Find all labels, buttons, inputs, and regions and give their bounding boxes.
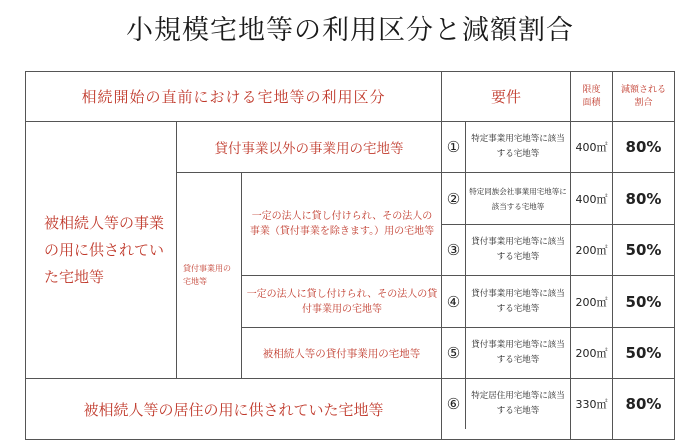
row-area: 200㎡: [575, 244, 608, 257]
row-number: ④: [446, 292, 461, 311]
group-heir-lending: 被相続人等の貸付事業用の宅地等: [262, 347, 421, 360]
row-rate: 80%: [625, 189, 662, 208]
group-corp-lending: 一定の法人に貸し付けられ、その法人の事業（貸付事業を除きます。）用の宅地等: [249, 211, 435, 237]
row-area: 400㎡: [575, 192, 608, 206]
row-rate: 50%: [625, 344, 662, 362]
row-area: 330㎡: [575, 398, 608, 411]
row-number: ③: [446, 241, 461, 259]
row-area: 400㎡: [575, 141, 608, 154]
row-area: 200㎡: [575, 295, 608, 309]
header-category: 相続開始の直前における宅地等の利用区分: [81, 88, 386, 106]
page-title: 小規模宅地等の利用区分と減額割合: [126, 15, 574, 46]
group-business-use: 被相続人等の事業の用に供されていた宅地等: [44, 213, 165, 286]
row-area: 200㎡: [575, 347, 608, 360]
header-limit-area: [571, 72, 612, 121]
header-limit-line1: 限度: [582, 84, 601, 95]
table-border-right: [674, 71, 675, 440]
group-residence: 被相続人等の居住の用に供されていた宅地等: [83, 400, 384, 419]
header-limit-line2: 面積: [582, 97, 601, 108]
header-rate-line2: 割合: [634, 97, 653, 108]
row-number: ⑥: [446, 395, 461, 413]
row-requirement: 特定事業用宅地等に該当する宅地等: [471, 134, 565, 159]
row-requirement: 特定同族会社事業用宅地等に該当する宅地等: [469, 186, 567, 211]
group-non-lending: 貸付事業以外の事業用の宅地等: [214, 141, 404, 157]
row-requirement: 貸付事業用宅地等に該当する宅地等: [471, 288, 565, 314]
row-rate: 80%: [625, 395, 662, 413]
row-rate: 80%: [625, 138, 662, 156]
header-reduction-rate: [613, 72, 674, 121]
row-requirement: 特定居住用宅地等に該当する宅地等: [471, 391, 565, 416]
row-number: ⑤: [446, 344, 461, 362]
header-rate-line1: 減額される: [620, 84, 666, 95]
row-number: ②: [446, 189, 461, 208]
row-requirement: 貸付事業用宅地等に該当する宅地等: [471, 340, 565, 365]
row-rate: 50%: [625, 241, 662, 259]
group-corp-lending2: 一定の法人に貸し付けられ、その法人の貸付事業用の宅地等: [246, 288, 438, 315]
row-rate: 50%: [625, 292, 662, 311]
group-lending: 貸付事業用の宅地等: [183, 264, 231, 286]
row-requirement: 貸付事業用宅地等に該当する宅地等: [471, 237, 565, 262]
row-number: ①: [446, 138, 461, 156]
table-border-bottom: [25, 439, 675, 440]
header-requirement: 要件: [490, 88, 521, 106]
